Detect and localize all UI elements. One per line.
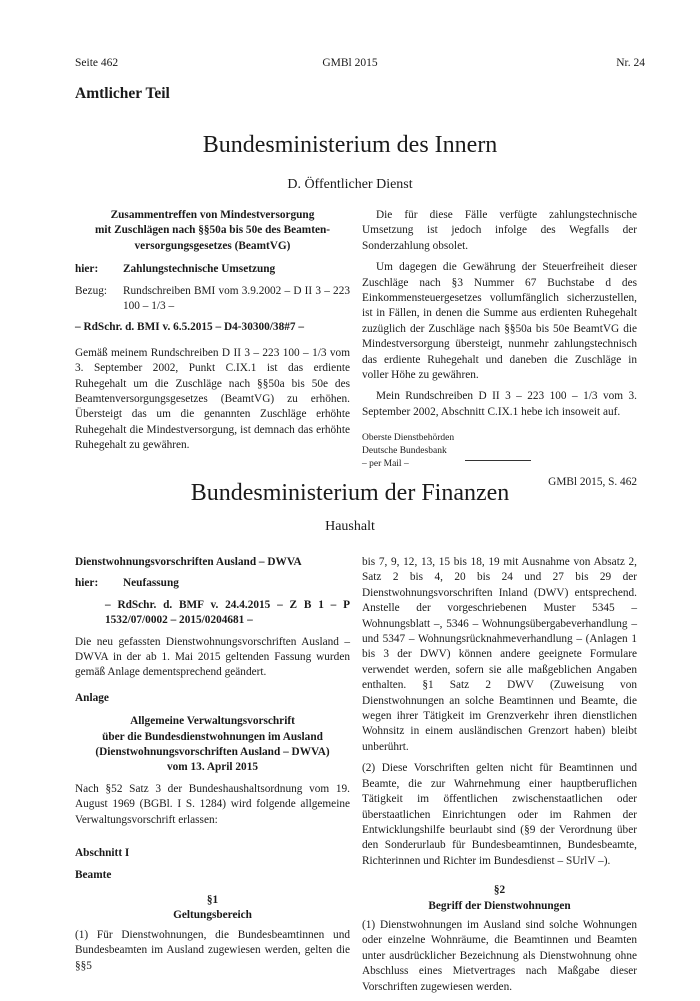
bmi-paragraph: Die für diese Fälle verfügte zahlungstechnische Umsetzung ist jedoch infolge des Wegfalls der Sonderzahlung obsolet. <box>362 209 637 252</box>
bmf-title: Bundesministerium der Finanzen <box>190 480 510 506</box>
bmf-abschnitt: Abschnitt I <box>75 847 130 860</box>
bmf-par1-heading: §1 Geltungsbereich <box>173 893 252 922</box>
bmi-heading: Zusammentreffen von Mindestversorgung mit Zuschlägen nach §§50a bis 50e des Beamten- versorgungsgesetzes (BeamtVG) <box>94 209 331 252</box>
bmf-par1-text: (1) Für Dienstwohnungen, die Bundesbeamtinnen und Bundesbeamten im Ausland zugewiesen werden, gelten die §§5 <box>75 928 350 972</box>
bmf-anlage: Anlage <box>75 691 109 704</box>
bmi-recipients: Oberste Dienstbehörden Deutsche Bundesbank – per Mail – <box>362 433 455 470</box>
journal-name: GMBl 2015 <box>322 57 378 69</box>
bmi-paragraph: Gemäß meinem Rundschreiben D II 3 – 223 100 – 1/3 vom 3. September 2002, Punkt C.IX.1 ist das erdiente Ruhegehalt um die Zuschläge nach §§50a bis 50e des Beamtenversorgungsgesetzes (BeamtVG) zu erhöhen. Übersteigt das um die genannten Zuschläge erhöhte Ruhegehalt die Mindestversorgung, ist demnach das erhöhte Ruhegehalt zu gewähren. <box>75 346 350 452</box>
bmf-par2-heading: §2 Begriff der Dienstwohnungen <box>428 884 571 912</box>
bmf-subtitle: Haushalt <box>325 519 375 534</box>
separator-rule <box>465 460 531 461</box>
bmf-hier: hier: Neufassung <box>75 577 179 590</box>
bmi-subtitle: D. Öffentlicher Dienst <box>287 177 413 192</box>
issue-number: Nr. 24 <box>616 57 645 69</box>
bmi-reference: – RdSchr. d. BMI v. 6.5.2015 – D4-30300/38#7 – <box>75 321 304 334</box>
page-number: Seite 462 <box>75 57 119 69</box>
bmi-paragraph: Um dagegen die Gewährung der Steuerfreiheit dieser Zuschläge nach §3 Nummer 67 Buchstabe d des Einkommensteuergesetzes vollumfänglich sicherzustellen, ist in Fällen, in denen die Summe aus erdienten Ruhegehalt zuzüglich der Zuschläge nach §§50a bis 50e BeamtVG die Mindestversorgung übersteigt, nunmehr zahlungstechnisch das erdiente Ruhegehalt und daneben die Zuschläge in voller Höhe zu gewähren. <box>362 261 637 382</box>
bmi-hier: hier: Zahlungstechnische Umsetzung <box>75 263 276 276</box>
bmi-right-column <box>362 208 637 491</box>
bmi-citation: GMBl 2015, S. 462 <box>548 476 637 489</box>
bmi-left-column <box>75 208 350 460</box>
bmf-beamte: Beamte <box>75 868 112 881</box>
bmi-title: Bundesministerium des Innern <box>202 132 498 158</box>
bmf-preamble: Nach §52 Satz 3 der Bundeshaushaltsordnung vom 19. August 1969 (BGBl. I S. 1284) wird folgende allgemeine Verwaltungsvorschrift erlassen: <box>75 782 350 826</box>
bmf-reference: – RdSchr. d. BMF v. 24.4.2015 – Z B 1 – P 1532/07/0002 – 2015/0204681 – <box>105 598 350 627</box>
bmi-paragraph: Mein Rundschreiben D II 3 – 223 100 – 1/3 vom 3. September 2002, Abschnitt C.IX.1 hebe ich insoweit auf. <box>362 390 637 418</box>
bmf-left-column <box>75 555 350 980</box>
bmf-paragraph: (2) Diese Vorschriften gelten nicht für Beamtinnen und Beamte, die zur Wahrnehmung einer hauptberuflichen Tätigkeit im öffentlichen zwischenstaatlichen oder überstaatlichen Einrichtungen oder im Rahmen der Entwicklungshilfe beurlaubt sind (§9 der Verordnung über den Sonderurlaub für Bundesbeamtinnen, Bundesbeamte, Richterinnen und Richter im Bundesdienst – SUrlV –). <box>362 762 637 867</box>
bmf-intro: Die neu gefassten Dienstwohnungsvorschriften Ausland – DWVA in der ab 1. Mai 2015 geltenden Fassung wurden gemäß Anlage dementsprechend geändert. <box>75 635 350 679</box>
bmf-par2-text: (1) Dienstwohnungen im Ausland sind solche Wohnungen oder einzelne Wohnräume, die Beamtinnen und Beamten unter ausdrücklicher Bezeichnung als Dienstwohnung ohne Abschluss eines Mietvertrages nach Maßgabe dieser Vorschriften zugewiesen werden. <box>362 918 637 993</box>
bmf-right-column <box>362 555 637 1001</box>
bmf-avv-heading: Allgemeine Verwaltungsvorschrift über die Bundesdienstwohnungen im Ausland (Dienstwohnungsvorschriften Ausland – DWVA) vom 13. April 2015 <box>95 715 330 774</box>
bmi-bezug: Bezug: Rundschreiben BMI vom 3.9.2002 – D II 3 – 223 100 – 1/3 – <box>75 284 350 313</box>
bmf-paragraph: bis 7, 9, 12, 13, 15 bis 18, 19 mit Ausnahme von Absatz 2, Satz 2 bis 4, 20 bis 24 und 27 bis 29 der Dienstwohnungsvorschriften Inland (DWV) entsprechend. Anstelle der vorgeschriebenen Muster 5345 – Wohnungsblatt –, 5346 – Wohnungsübergabeverhandlung – und 5347 – Wohnungsrücknahmeverhandlung – (Anlagen 1 bis 3 der DWV) können andere geeignete Formulare verwendet werden, sofern sie alle maßgeblichen Angaben enthalten. §1 Satz 2 DWV (Zuweisung von Dienstwohnungen an solche Beamtinnen und Beamte, die wegen ihrer Tätigkeit im Grenzverkehr ihren dienstlichen Wohnsitz in einem ausländischen Grenzort haben) bleibt unberührt. <box>362 556 637 753</box>
section-label: Amtlicher Teil <box>75 85 170 102</box>
bmf-heading: Dienstwohnungsvorschriften Ausland – DWVA <box>75 556 302 568</box>
